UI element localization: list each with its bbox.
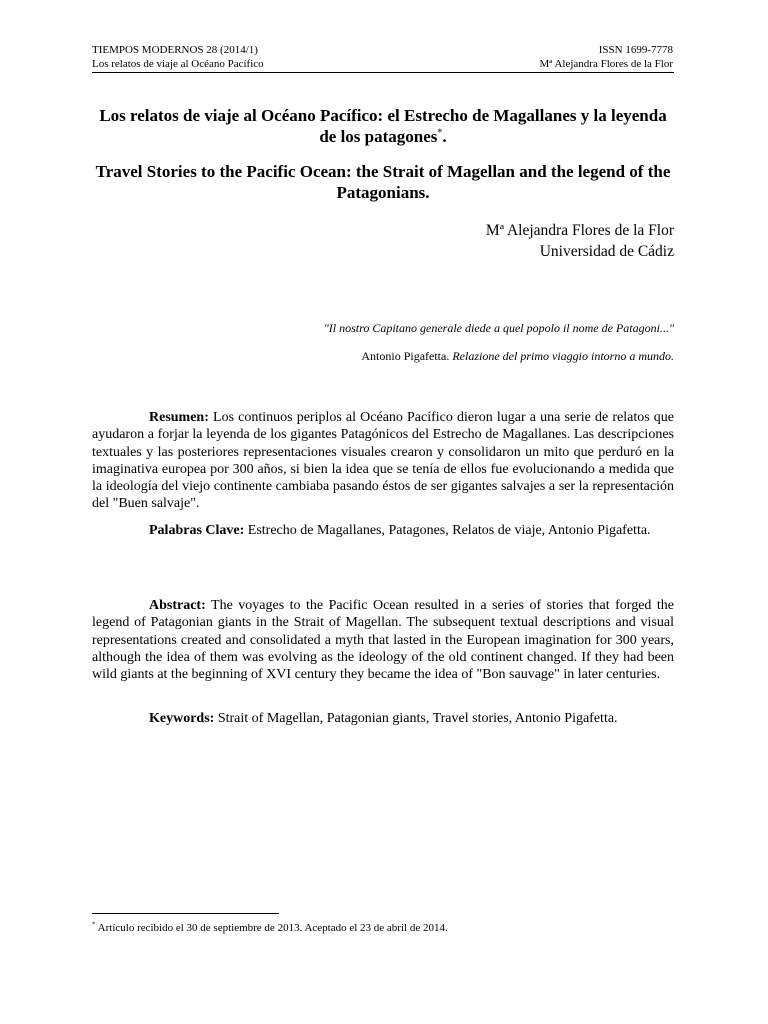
epigraph-citation — [361, 348, 674, 364]
epigraph-author: Antonio Pigafetta. — [361, 349, 450, 363]
abstract-text: The voyages to the Pacific Ocean resulted in a series of stories that forged the legend of Patagonian giants in the Strait of Magellan. The subsequent textual descriptions and visual representations created and consolidated a myth that lasted in the European imagination for 300 years, although the idea of them was evolving as the ideology of the old continent changed. If they had been wild giants at the beginning of XVI century they became the idea of "Bon sauvage" in later centuries. — [92, 598, 675, 683]
running-title: Los relatos de viaje al Océano Pacífico — [92, 58, 264, 70]
resumen-text: Los continuos periplos al Océano Pacífico dieron lugar a una serie de relatos que ayudaron a forjar la leyenda de los gigantes Patagónicos del Estrecho de Magallanes. Las descripciones textuales y las posteriores representaciones visuales crearon y consolidaron un mito que perduró en la imaginativa europea por 300 años, si bien la idea que se tenía de ellos fue evolucionando a medida que la ideología del viejo continente cambiaba pasando éstos de ser gigantes salvajes a ser la representación del "Buen salvaje". — [92, 410, 674, 512]
title-spanish-text: Los relatos de viaje al Océano Pacífico: el Estrecho de Magallanes y la leyenda de los patagones — [99, 106, 667, 146]
title-spanish-end: . — [442, 127, 447, 146]
palabras-clave-text: Estrecho de Magallanes, Patagones, Relatos de viaje, Antonio Pigafetta. — [247, 523, 651, 538]
abstract-label: Abstract: — [149, 598, 206, 613]
author-block — [486, 220, 674, 262]
running-header-right — [540, 43, 673, 71]
footnote-rule — [92, 913, 279, 914]
epigraph-work: Relazione del primo viaggio intorno a mundo. — [452, 349, 674, 363]
author-affiliation: Universidad de Cádiz — [539, 243, 674, 260]
keywords-paragraph — [92, 710, 674, 727]
title-spanish — [92, 105, 674, 147]
keywords-text: Strait of Magellan, Patagonian giants, Travel stories, Antonio Pigafetta. — [217, 711, 618, 726]
journal-name: TIEMPOS MODERNOS 28 (2014/1) — [92, 44, 258, 56]
epigraph-quote: "Il nostro Capitano generale diede a quel popolo il nome de Patagoni..." — [323, 321, 674, 335]
keywords-label: Keywords: — [149, 711, 215, 726]
issn: ISSN 1699-7778 — [598, 44, 673, 56]
palabras-clave-paragraph — [92, 522, 674, 539]
abstract-paragraph — [92, 597, 674, 683]
author-name: Mª Alejandra Flores de la Flor — [485, 222, 674, 239]
running-header-left — [92, 43, 264, 71]
resumen-paragraph — [92, 409, 674, 513]
footnote-text: Artículo recibido el 30 de septiembre de 2013. Aceptado el 23 de abril de 2014. — [97, 922, 448, 934]
resumen-label: Resumen: — [149, 410, 209, 425]
title-footnote-mark[interactable]: * — [437, 127, 443, 139]
palabras-clave-label: Palabras Clave: — [149, 523, 245, 538]
footnote-mark: * — [92, 920, 96, 929]
title-english: Travel Stories to the Pacific Ocean: the Strait of Magellan and the legend of the Patagonians. — [95, 162, 671, 202]
footnote — [92, 921, 448, 935]
running-author: Mª Alejandra Flores de la Flor — [539, 58, 673, 70]
header-rule — [92, 72, 674, 73]
